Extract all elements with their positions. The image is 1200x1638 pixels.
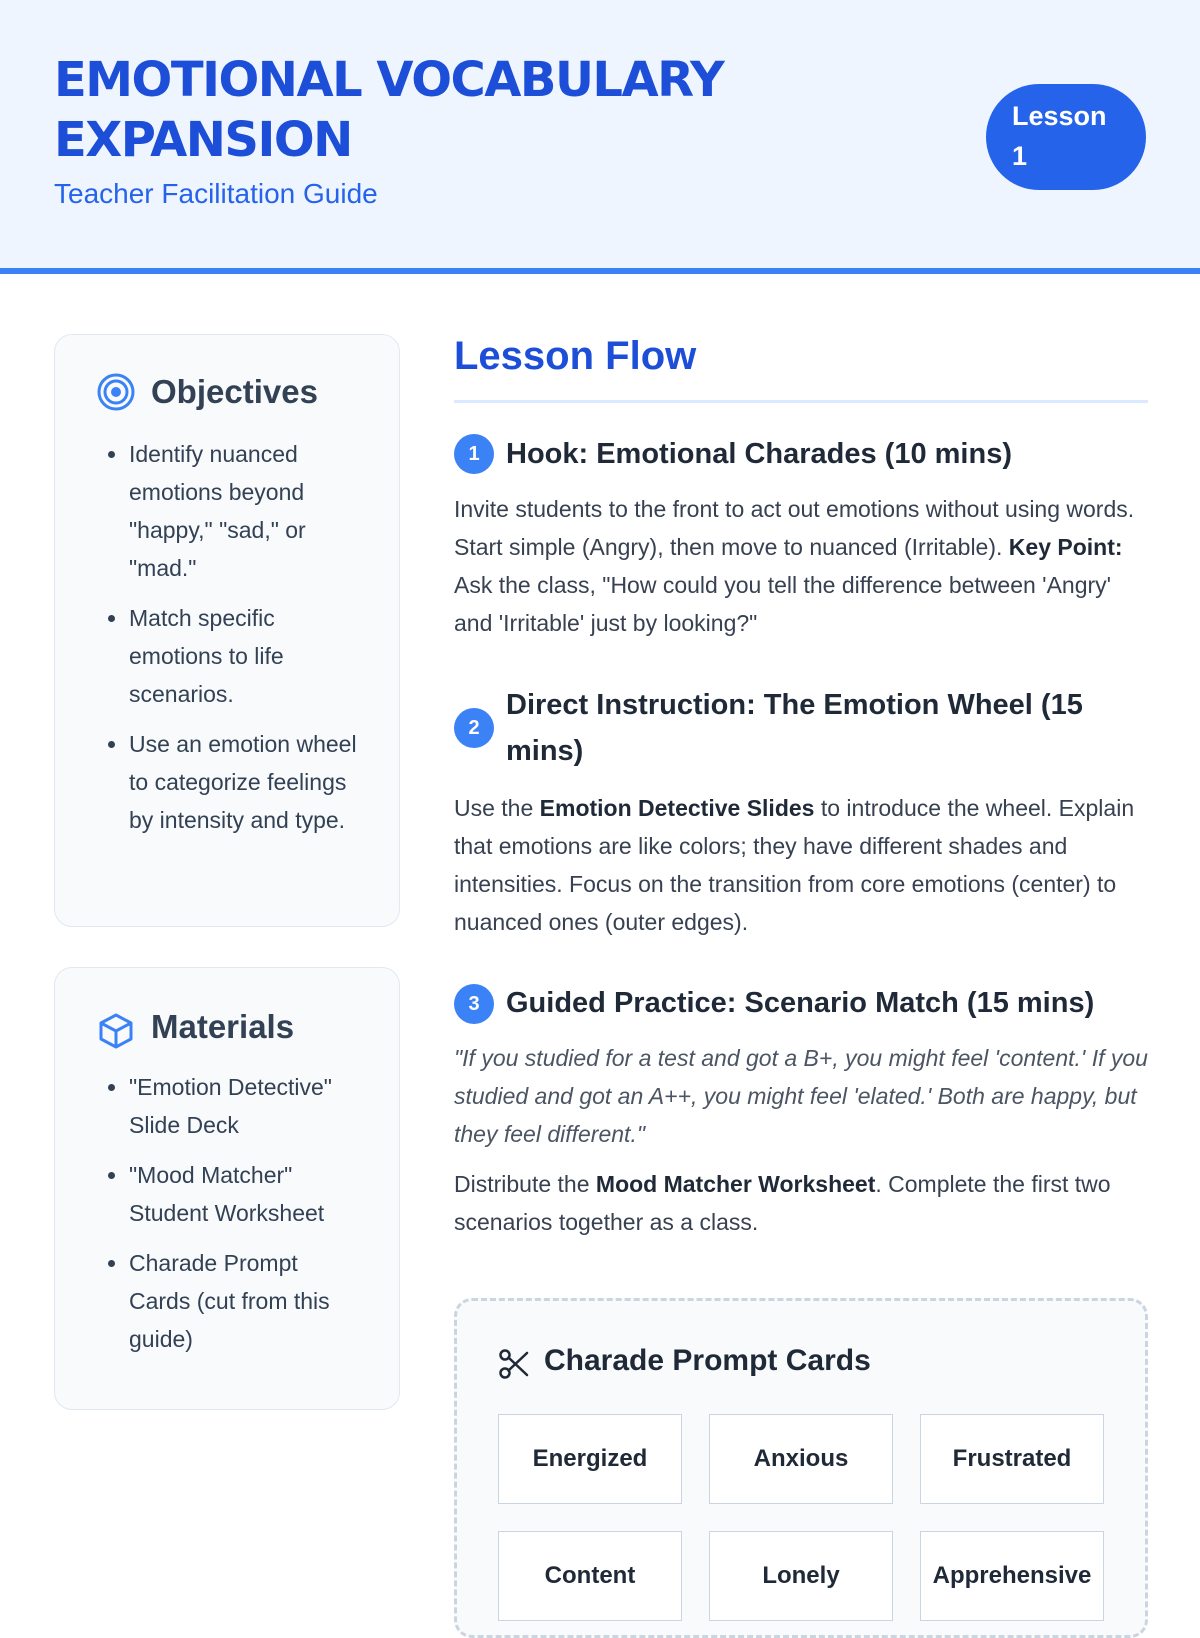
charade-prompt-card: Apprehensive	[920, 1531, 1104, 1621]
materials-title: Materials	[151, 1008, 295, 1045]
objectives-card	[54, 334, 400, 927]
step-text: to introduce the wheel. Explain that emotions are like colors; they have different shades and intensities. Focus on the transition from core emotions (center) to nuanced ones (outer edges).	[454, 795, 1135, 935]
charade-prompt-card: Frustrated	[920, 1414, 1104, 1504]
page-subtitle: Teacher Facilitation Guide	[54, 178, 378, 209]
charade-prompt-card: Content	[498, 1531, 682, 1621]
list-item: • Identify nuanced emotions beyond "happy," "sad," or "mad."	[129, 435, 365, 587]
materials-card	[54, 967, 400, 1410]
charade-cards-title: Charade Prompt Cards	[544, 1344, 871, 1377]
step-title: Guided Practice: Scenario Match (15 mins)	[506, 987, 1095, 1019]
lesson-flow-title: Lesson Flow	[454, 334, 697, 378]
charade-prompt-card: Anxious	[709, 1414, 893, 1504]
materials-list	[75, 1068, 365, 1370]
cube-icon	[97, 1012, 135, 1050]
list-item: • "Mood Matcher" Student Worksheet	[129, 1156, 365, 1232]
step-body	[454, 1165, 1148, 1241]
list-item: • "Emotion Detective" Slide Deck	[129, 1068, 365, 1144]
scenario-quote: "If you studied for a test and got a B+, you might feel 'content.' If you studied and got an A++, you might feel 'elated.' Both are happy, but they feel different."	[454, 1045, 1148, 1147]
step-number-badge: 2	[454, 708, 494, 748]
page-header	[0, 0, 1200, 274]
step-title: Direct Instruction: The Emotion Wheel (15 mins)	[506, 689, 1083, 767]
material-reference: Emotion Detective Slides	[539, 795, 815, 821]
scissors-icon	[498, 1348, 530, 1380]
step-number-badge: 1	[454, 434, 494, 474]
material-reference: Mood Matcher Worksheet	[595, 1171, 876, 1197]
step-body	[454, 490, 1148, 642]
section-divider	[454, 400, 1148, 403]
step-text: Invite students to the front to act out emotions without using words. Start simple (Angry), then move to nuanced (Irritable).	[454, 496, 1135, 560]
list-item: • Charade Prompt Cards (cut from this guide)	[129, 1244, 365, 1358]
list-item: • Use an emotion wheel to categorize feelings by intensity and type.	[129, 725, 365, 839]
step-text: Ask the class, "How could you tell the difference between 'Angry' and 'Irritable' just by looking?"	[454, 572, 1112, 636]
charade-prompt-card: Lonely	[709, 1531, 893, 1621]
step-text: . Complete the first two scenarios together as a class.	[454, 1171, 1111, 1235]
objectives-list	[75, 435, 365, 851]
page-title: EMOTIONAL VOCABULARY EXPANSION	[54, 52, 724, 168]
lesson-badge: Lesson 1	[986, 84, 1146, 190]
key-point-label: Key Point:	[1008, 534, 1123, 560]
step-text: Distribute the	[454, 1171, 596, 1197]
step-body	[454, 789, 1148, 941]
step-text: Use the	[454, 795, 540, 821]
step-title: Hook: Emotional Charades (10 mins)	[506, 438, 1012, 470]
objectives-title: Objectives	[151, 373, 318, 410]
target-icon	[97, 373, 135, 411]
charade-prompt-card: Energized	[498, 1414, 682, 1504]
step-number-badge: 3	[454, 984, 494, 1024]
list-item: • Match specific emotions to life scenarios.	[129, 599, 365, 713]
